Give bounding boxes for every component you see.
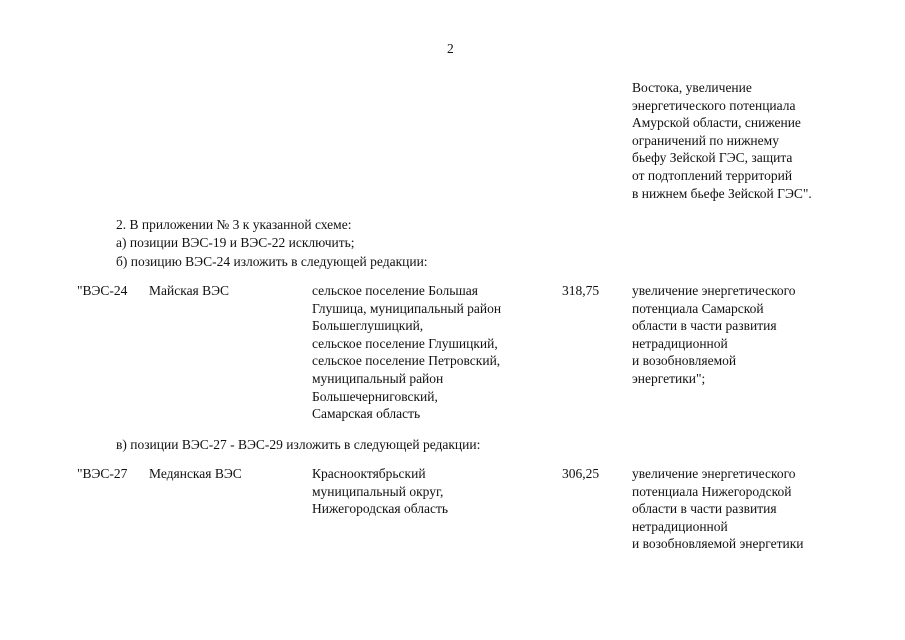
row-location	[312, 465, 448, 518]
row-plant-name: Майская ВЭС	[149, 283, 230, 298]
text-line: сельское поселение Глушицкий,	[312, 335, 498, 351]
row-goal	[632, 282, 796, 388]
text-line: Большечерниговский,	[312, 388, 438, 404]
text-line: энергетического потенциала	[632, 97, 796, 113]
text-line: от подтоплений территорий	[632, 167, 793, 183]
text-line: потенциала Нижегородской	[632, 483, 792, 499]
text-line: потенциала Самарской	[632, 300, 764, 316]
continuation-text	[632, 79, 812, 202]
text-line: и возобновляемой	[632, 353, 737, 369]
text-line: нетрадиционной	[632, 518, 728, 534]
text-line: бьефу Зейской ГЭС, защита	[632, 150, 793, 166]
row-code: "ВЭС-24	[77, 283, 128, 298]
text-line: Востока, увеличение	[632, 80, 752, 95]
text-line: и возобновляемой энергетики	[632, 536, 804, 552]
instruction-item-v: в) позиции ВЭС-27 - ВЭС-29 изложить в следующей редакции:	[116, 437, 481, 452]
text-line: увеличение энергетического	[632, 466, 796, 481]
text-line: сельское поселение Большая	[312, 283, 479, 298]
row-plant-name: Медянская ВЭС	[149, 466, 242, 481]
instruction-item-a: а) позиции ВЭС-19 и ВЭС-22 исключить;	[116, 235, 355, 250]
text-line: Амурской области, снижение	[632, 115, 801, 131]
text-line: муниципальный район	[312, 370, 444, 386]
text-line: энергетики";	[632, 370, 706, 386]
text-line: нетрадиционной	[632, 335, 728, 351]
row-goal	[632, 465, 804, 553]
page-number: 2	[447, 41, 454, 56]
row-location	[312, 282, 501, 423]
text-line: ограничений по нижнему	[632, 132, 779, 148]
text-line: в нижнем бьефе Зейской ГЭС".	[632, 185, 812, 201]
text-line: Самарская область	[312, 406, 421, 422]
text-line: Нижегородская область	[312, 501, 449, 517]
instruction-item-2: 2. В приложении № 3 к указанной схеме:	[116, 217, 352, 232]
text-line: сельское поселение Петровский,	[312, 353, 501, 369]
text-line: Краснооктябрьский	[312, 466, 426, 481]
text-line: области в части развития	[632, 318, 777, 334]
row-capacity: 306,25	[562, 466, 600, 481]
text-line: Глушица, муниципальный район	[312, 300, 502, 316]
text-line: Большеглушицкий,	[312, 318, 424, 334]
row-capacity: 318,75	[562, 283, 600, 298]
text-line: области в части развития	[632, 501, 777, 517]
text-line: увеличение энергетического	[632, 283, 796, 298]
text-line: муниципальный округ,	[312, 483, 444, 499]
instruction-item-b: б) позицию ВЭС-24 изложить в следующей редакции:	[116, 254, 428, 269]
row-code: "ВЭС-27	[77, 466, 128, 481]
